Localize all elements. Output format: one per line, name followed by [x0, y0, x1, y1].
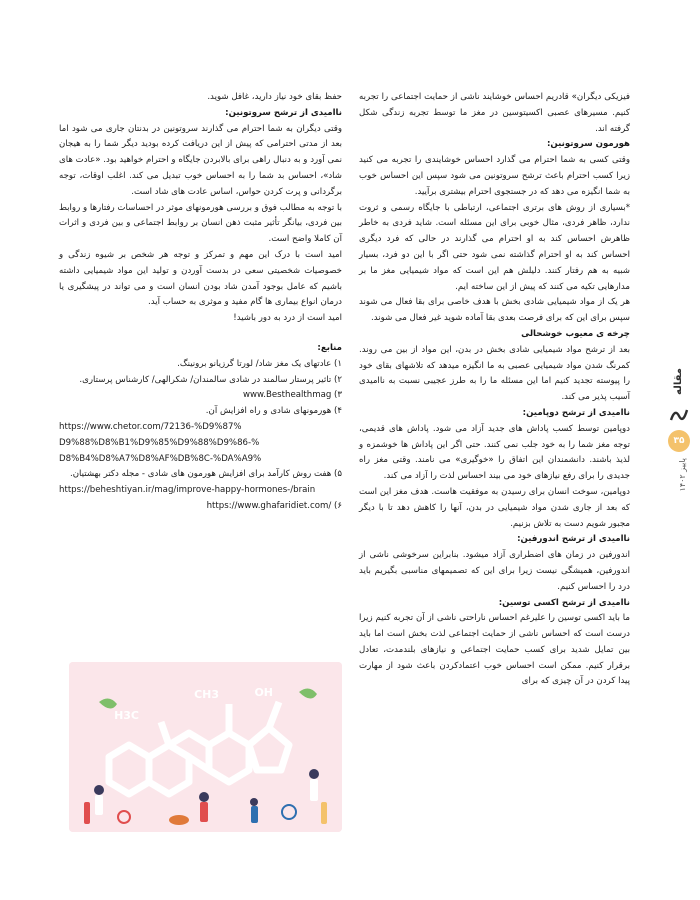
paragraph: وقتی کسی به شما احترام می گذارد احساس خوشایندی را تجربه می کنید زیرا کسب احترام باعث ترشح سروتونین می شود سپس این احساس خوب به شما انگیزه می دهد که در جستجوی احترام بیشتری برآیید.: [359, 155, 630, 197]
paragraph: هر یک از مواد شیمیایی شادی بخش با هدف خاصی برای بقا فعال می شوند سپس برای این که برای فرصت بعدی بقا آماده شوید غیر فعال می شوند.: [359, 297, 630, 324]
reference-item: www.Besthealthmag (۳: [242, 390, 342, 401]
section-heading: ناامیدی از ترشح سروتونین:: [225, 107, 342, 118]
label-oh: OH: [254, 686, 273, 699]
reference-item[interactable]: https://beheshtiyan.ir/mag/improve-happy-hormones-/brain: [59, 485, 316, 496]
page-number: ۳۵: [668, 430, 690, 452]
reference-item: ۴) هورمونهای شادی و راه افزایش آن.: [205, 406, 342, 417]
label-ch3: CH3: [194, 688, 219, 701]
section-heading: ناامیدی از ترشح اندورفین:: [517, 534, 630, 545]
paragraph: با توجه به مطالب فوق و بررسی هورمونهای موثر در احساسات رفتارها و روابط بین فردی، بیانگر تأثیر مثبت ذهن انسان بر روابط اجتماعی و بین فردی و اثرات آن کاملا واضح است.: [59, 202, 342, 245]
paragraph: فیزیکی دیگران» قادریم احساس خوشایند ناشی از حمایت اجتماعی را تجربه کنیم. مسیرهای عصبی اکسیتوسین در مغز ما توسط تجربه زندگی شکل گرفته اند.: [359, 92, 630, 134]
reference-item: ۵) هفت روش کارآمد برای افزایش هورمون های شادی - مجله دکتر بهشتیان.: [70, 469, 342, 480]
references-title: منابع:: [317, 342, 342, 353]
reference-item[interactable]: D9%88%D8%B1%D9%85%D9%88%D9%86-%: [59, 437, 260, 448]
label-h3c: H3C: [114, 709, 139, 722]
issue-date: پاییز ۱۴۰۲: [678, 458, 687, 492]
steroid-molecule-illustration: [69, 662, 342, 832]
paragraph: *بسیاری از روش های برتری اجتماعی، ارتباطی با جایگاه رسمی و ثروت ندارد، ظاهر فردی، مثال خوبی برای این مسئله است. شاید فردی به خاطر ظاهرش احساس کند به او احترام می گذارند در حالی که فرد دیگری احساس کند به او احترام گذاشته نمی شود حتی اگر با این دو فرد، بسیار شبیه به هم رفتار کنند. دلیلش هم این است که مواد شیمیایی مغز ما بر مدارهایی تکیه می کنند که پیش از این ساخته ایم.: [359, 202, 630, 292]
paragraph: امید است با درک این مهم و تمرکز و توجه هر شخص بر شیوه زندگی و خصوصیات شخصیتی سعی در بدست آوردن و تولید این مواد شیمیایی داشته باشیم که عامل بوجود آمدن شاد بودن انسان است و می تواند در پیشگیری یا درمان انواع بیماری ها گام مفید و موثری به حساب آید.: [59, 249, 342, 308]
left-column-body: [59, 90, 342, 327]
article-left-column: [59, 90, 342, 515]
references-list: [59, 357, 342, 515]
paragraph: حفظ بقای خود نیاز دارید، غافل شوید.: [207, 92, 342, 102]
paragraph: ما باید اکسی توسین را علیرغم احساس ناراحتی ناشی از آن تجربه کنیم زیرا درست است که احساس ناشی از حمایت اجتماعی لذت بخش است اما باید بین تمایل شدید برای کسب حمایت اجتماعی و نیازهای بلندمدت، تعادل برقرار کنیم. ممکن است احساس خوب اعتمادکردن باعث شود از مهارت پیدا کردن در آن چیزی که برای: [359, 613, 630, 687]
reference-item[interactable]: https://www.chetor.com/72136-%D9%87%: [59, 421, 242, 432]
section-heading: هورمون سروتونین:: [547, 139, 630, 150]
reference-item: ۲) تاثیر پرستار سالمند در شادی سالمندان/ شکرالهی/ کارشناس پرستاری.: [79, 374, 342, 385]
section-heading: ناامیدی از ترشح دوپامین:: [522, 407, 630, 418]
paragraph: دوپامین توسط کسب پاداش های جدید آزاد می شود. پاداش های قدیمی، توجه مغز شما را به خود جلب نمی کنند. حتی اگر این پاداش ها خوشمزه و لذیذ باشند. دانشمندان این اتفاق را «خوگیری» می نامند. وقتی مغز راه جدیدی را برای رفع نیازهای خود می بیند احساس لذت را آزاد می کند.: [359, 423, 630, 482]
magazine-logo-icon: [668, 404, 690, 426]
reference-item[interactable]: D8%B4%D8%A7%D8%AF%DB%8C-%DA%A9%: [59, 453, 262, 464]
reference-item: https://www.ghafaridiet.com/ (۶: [206, 500, 342, 511]
article-right-column: [359, 90, 630, 690]
section-heading: چرخه ی معیوب خوشحالی: [521, 328, 630, 339]
paragraph: وقتی دیگران به شما احترام می گذارند سروتونین در بدنتان جاری می شود اما بعد از مدتی احترامی که پیش از این دریافت کرده بودید دیگر شما را به هیجان نمی آورد و به دنبال راهی برای بالابردن جایگاه و احترام خواهید بود. «عادت های شاد»، احساس بد شما را به احساس خوب تبدیل می کند. اغلب اوقات، توجه برگردانی و پرت کردن حواس، اساس عادت های شاد است.: [59, 123, 342, 197]
section-label: مقاله: [673, 368, 684, 395]
paragraph: دوپامین، سوخت انسان برای رسیدن به موفقیت هاست. هدف مغز این است که بعد از جاری شدن مواد شیمیایی در بدن، آنها را کاهش دهد تا با دیگر مجبور شویم دست به تلاش بزنیم.: [359, 486, 630, 529]
paragraph: امید است از درد به دور باشید!: [233, 313, 342, 324]
references: [59, 341, 342, 515]
molecule-svg: [69, 662, 342, 832]
paragraph: بعد از ترشح مواد شیمیایی شادی بخش در بدن، این مواد از بین می روند. کمرنگ شدن مواد شیمیایی عصبی به ما انگیزه میدهد که تلاشهای بقای خود را پیوسته تجدید کنیم اما این مسئله ما را به طرز عجیبی نسبت به ناامیدی آسیب پذیر می کند.: [359, 344, 630, 403]
reference-item: ۱) عادتهای یک مغز شاد/ لورتا گرزیانو برونینگ.: [177, 358, 342, 369]
section-heading: ناامیدی از ترشح اکسی توسین:: [498, 597, 630, 608]
page-sidebar: [642, 360, 700, 560]
paragraph: اندورفین در زمان های اضطراری آزاد میشود. بنابراین سرخوشی ناشی از اندورفین، همیشگی نیست زیرا برای این که تصمیمهای مناسبی بگیریم باید درد را احساس کنیم.: [359, 550, 630, 592]
